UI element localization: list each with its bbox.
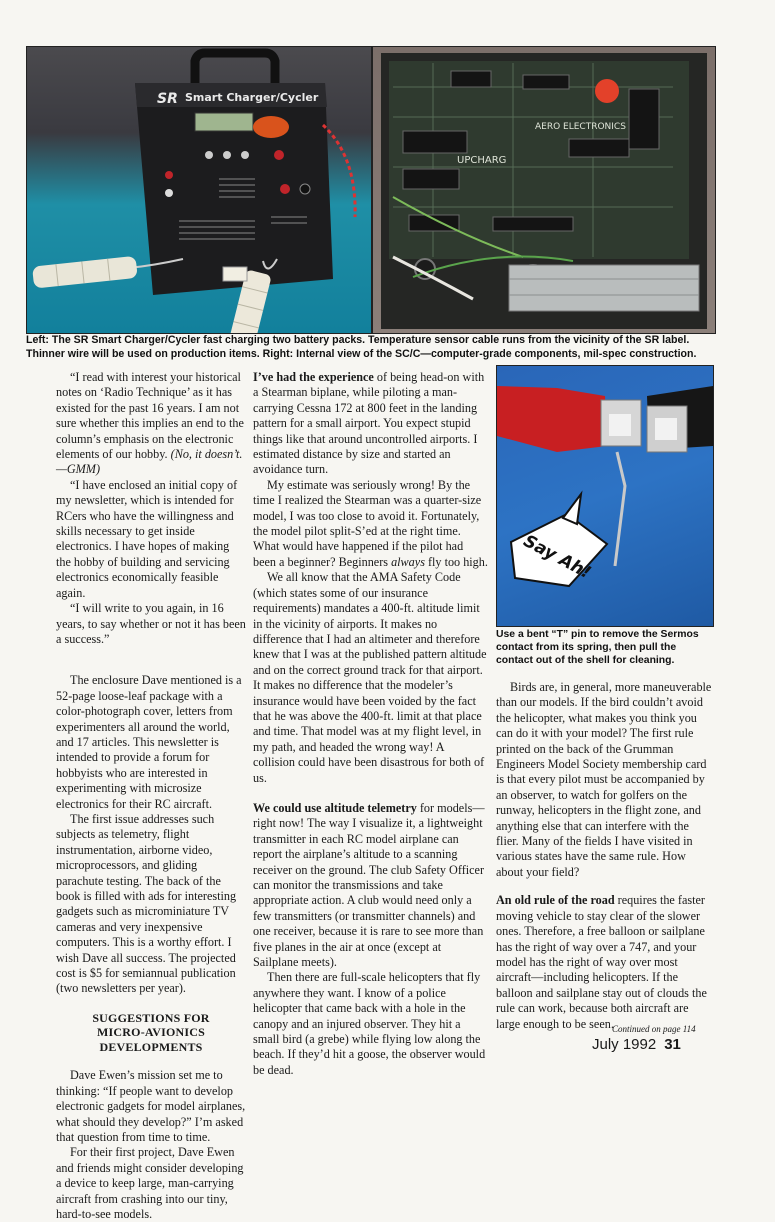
paragraph: The enclosure Dave mentioned is a 52-page loose-leaf package with a color-photograph cover, letters from experimenters all around the world, and 17 articles. This newsletter is intended to provide a forum for hobbyists who are interested in experimenting with microsize electronics for their RC aircraft. — [56, 673, 242, 811]
section-heading: SUGGESTIONS FOR MICRO-AVIONICS DEVELOPMENTS — [92, 1010, 210, 1054]
issue-date: July 1992 — [592, 1036, 657, 1053]
run-in-head: I’ve had the experience — [253, 370, 374, 384]
paragraph: “I have enclosed an initial copy of my newsletter, which is intended for RCers who have the willingness and skills necessary to get inside electronics. I have hopes of making the hobby of building and servicing electronics economically feasible again. — [56, 477, 238, 600]
circuit-board-photo — [372, 46, 716, 334]
paragraph: My estimate was seriously wrong! By the time I realized the Stearman was a quarter-size model, I was too close to avoid it. Fortunately, the model pilot split-S’ed at the right time. What would have happened if the pilot had been a beginner? Beginners always fly too high. — [253, 477, 488, 569]
device-label: Smart Charger/Cycler — [185, 91, 319, 104]
speech-bubble-text: Say Ah! — [520, 531, 595, 584]
paragraph: “I read with interest your historical notes on ‘Radio Technique’ as it has existed for the past 16 years. I am not sure whether this implies an end to the column’s emphasis on the electronic elements of our hobby. (No, it doesn’t.—GMM) — [56, 370, 244, 477]
run-in-head: We could use altitude telemetry — [253, 800, 417, 815]
paragraph: “I will write to you again, in 16 years, to say whether or not it has been a success.” — [56, 601, 246, 646]
paragraph: For their first project, Dave Ewen and friends might consider developing a device to keep large, man-carrying aircraft from crashing into our tiny, hard-to-see models. — [56, 1145, 244, 1221]
paragraph: An old rule of the road requires the faster moving vehicle to stay clear of the slower ones. Therefore, a free balloon or sailplane has the right of way over a 747, and your model has the right of way over most aircraft—including helicopters. If the balloon and sailplane stay out of clouds the rule can work, because both aircraft are large enough to be seen. — [496, 893, 707, 1031]
photo-caption: Left: The SR Smart Charger/Cycler fast charging two battery packs. Temperature sensor cable runs from the vicinity of the SR label. Thinner wire will be used on production items. Right: Internal view of the SC/C—computer-grade components, mil-spec construction. — [26, 334, 697, 360]
paragraph: We could use altitude telemetry for models—right now! The way I visualize it, a lightweight transmitter in each RC model airplane can report the airplane’s altitude to a scanning receiver on the ground. The club Safety Officer can monitor the transmissions and take appropriate action. A club would need only a few transmitters (or transmitter channels) and one receiver, because it is rare to see more than five planes in the air at once (except at Sailplane meets). — [253, 800, 485, 970]
charger-photo — [26, 46, 372, 334]
paragraph: Birds are, in general, more maneuverable than our models. If the bird couldn’t avoid the helicopter, what makes you think you can do it with your model? The first rule printed on the back of the Grumman Engineers Model Society membership card is that every pilot must be accompanied by an observer, to watch for golfers on the runway, helicopters in the flight zone, and anything else that can interfere with the flier. Many of the fields I have visited in various states have the same rule. How about your field? — [496, 680, 712, 879]
run-in-head: An old rule of the road — [496, 893, 615, 908]
paragraph: I’ve had the experience of being head-on with a Stearman biplane, while piloting a man-carrying Cessna 172 at 800 feet in the landing pattern for a small airport. You expect stupid things like that around uncontrolled airports. I estimated distance by size and started an avoidance turn. — [253, 370, 485, 477]
paragraph: We all know that the AMA Safety Code (which states some of our insurance requirements) mandates a 400-ft. altitude limit in the vicinity of airports. It makes no difference that I had an altimeter and therefore knew that I was at the published pattern altitude and on the correct ground track for that airport. It makes no difference that the modeler’s insurance would have been voided by the fact that he was above the 400-ft. limit at that place and time. That model was at my flight level, in my path, and headed the wrong way! A collision could have been disastrous for both of us. — [253, 570, 487, 785]
sr-logo: SR — [157, 91, 178, 107]
pin-photo-caption: Use a bent “T” pin to remove the Sermos contact from its spring, then pull the contact out of the shell for cleaning. — [496, 629, 699, 666]
paragraph: Dave Ewen’s mission set me to thinking: “If people want to develop electronic gadgets for model airplanes, what should they develop?” I’m asked that question from time to time. — [56, 1068, 246, 1144]
text-column-1 — [56, 370, 246, 1222]
paragraph: Then there are full-scale helicopters that fly anywhere they want. I know of a police helicopter that came back with a hole in the canopy and an injured observer. They hit a small bird (a grebe) while flying low along the beach. If they’d hit a goose, the observer would be dead. — [253, 970, 486, 1077]
continued-note: Continued on page 114 — [612, 1024, 696, 1034]
board-label-upcharg: UPCHARG — [457, 155, 507, 166]
board-label-aero: AERO ELECTRONICS — [535, 122, 626, 132]
connector-pin-photo — [496, 365, 714, 627]
page-footer — [592, 1036, 681, 1053]
text-column-2 — [253, 370, 488, 1078]
text-column-3 — [496, 680, 712, 1032]
editor-note: (No, it doesn’t.—GMM) — [56, 447, 243, 477]
paragraph: The first issue addresses such subjects as telemetry, flight instrumentation, airborne video, microprocessors, and gliding parachute testing. The back of the book is filled with ads for interesting gadgets such as microminiature TV cameras and very inexpensive computers. This is a worthy effort. I wish Dave all success. The projected cost is $5 for semiannual publication (two newsletters per year). — [56, 811, 237, 996]
page-number: 31 — [664, 1036, 681, 1053]
